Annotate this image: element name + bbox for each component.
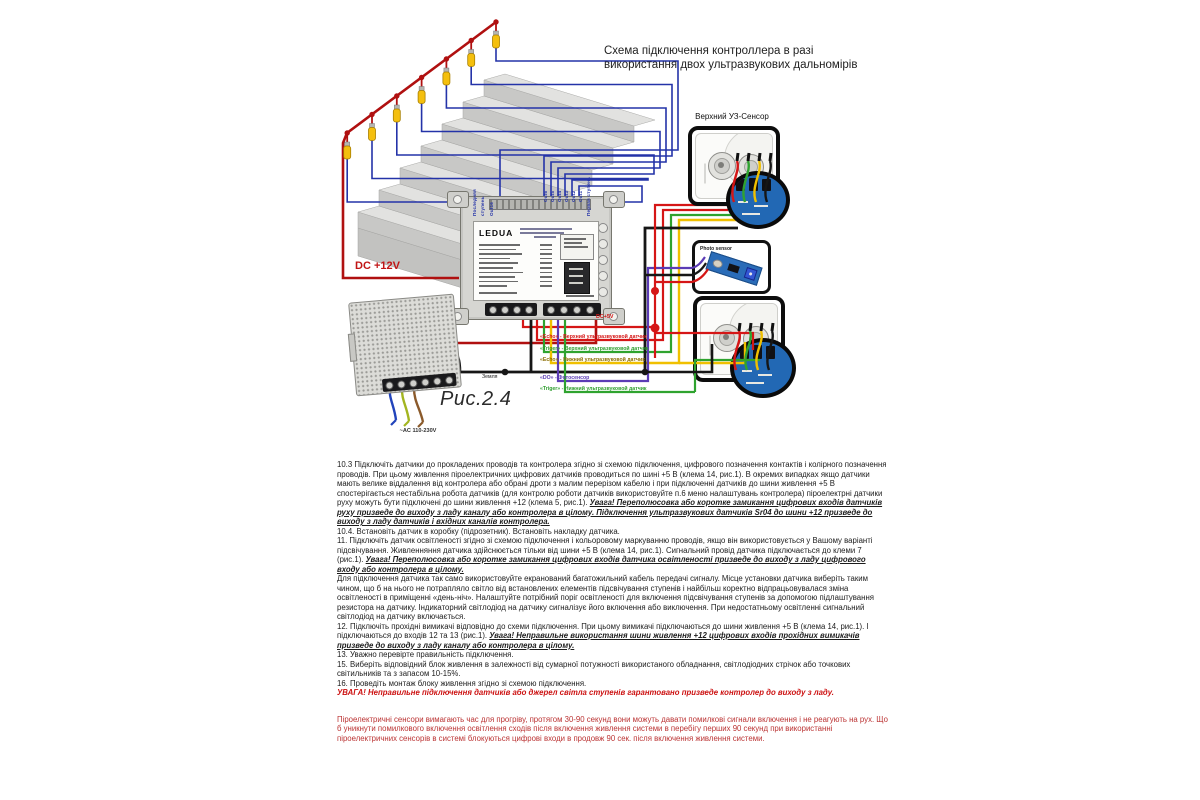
label-component-photo (564, 262, 590, 294)
out-label: Out5 (550, 190, 555, 202)
potentiometer (744, 267, 758, 281)
instruction-paragraph: 10.4. Встановіть датчик в коробку (підрозетник). Встановіть накладку датчика. (337, 526, 620, 536)
out16-label: Out16 (489, 201, 494, 216)
junction-dot (642, 369, 649, 376)
transducer-core (718, 162, 724, 168)
ldr (712, 258, 724, 269)
wire-function-label: «Echo» - Нижний ультразвуковой датчик (540, 357, 645, 363)
out-label: Out3 (564, 190, 569, 202)
psu-flange (348, 333, 357, 362)
instruction-paragraph: Для підключення датчика так само використовуйте екранований багатожильний кабель передачі сигналу. Місце установки датчика виберіть таким чином, що б на нього не потрапляло світло від встановлених елементів підсвічування ступенів і найбільш коректно відпрацьовувалася зміна освітленості в приміщенні «день-ніч». Налаштуйте потрібний поріг освітленості для включення підсвічування ступенів за допомогою підлаштування резистора на датчику. Індикаторний світлодіод на датчику сигналізує його включення або виключення. При недостатньому освітленні сигнальний світлодіод на датчику включається. (337, 574, 874, 621)
ac-voltage-label: ~AC 110-230V (399, 428, 437, 434)
title-line2: використання двох ультразвукових дальномірів (604, 59, 858, 71)
terminal-block (543, 303, 601, 316)
instructions-text (337, 460, 890, 743)
chip (727, 263, 740, 273)
wire-function-label: «Echo» - Верхний ультразвуковой датчик (540, 334, 647, 340)
wire (414, 388, 423, 422)
ground-label: Земля (482, 374, 498, 380)
instruction-paragraph: 10.3 Підключіть датчики до прокладених проводів та контролера згідно зі схемою підключення, цифрового позначення контактів і колірного позначення проводів. При цьому живлення піроелектричних цифрових датчиків проводиться по шині +5 В (клема 14, рис.1). В окремих випадках якщо датчики мають велике віддалення від контролера або обрані дроти з малим перерізом кабелю і при підключенні датчиків до шини живлення +5 В спостерігається нестабільна робота датчиків (для контролю роботи датчиків використовуйте п.6 меню налаштувань контролера) піроелектрні датчики руху можуть бути підключені до шини живлення +12 (клема 5, рис.1). Увага! Переполюсовка або коротке замикання цифрових входів датчиків руху призведе до виходу з ладу каналу або контролера в цілому. Підключення ультразвукових датчиків Sr04 до шини +12 призведе до виходу з ладу датчиків і вхідних каналів контролера. (337, 460, 887, 526)
dc12v-label: DC +12V (355, 260, 400, 272)
mounting-ear (603, 191, 625, 208)
upper-sensor-zoom-inset (726, 171, 790, 229)
figure-label: Рис.2.4 (440, 388, 512, 410)
out-label: Out4 (557, 190, 562, 202)
last-step-label-word1: Последняя (472, 189, 477, 216)
photo-sensor-pcb (705, 251, 762, 286)
lower-sensor-zoom-inset (730, 338, 796, 398)
last-step-label-word2: ступень (480, 196, 485, 216)
instruction-paragraph: 11. Підключіть датчик освітленості згідно зі схемою підключення і кольоровому маркуванню проводів, якщо він використовується у Вашому варіанті підсвічування. Живленняння датчика здійснюється тільки від шини +5 В (клема 14, рис.1). Сигнальний провід датчика підключається до клеми 7 (рис.1). Увага! Переполюсовка або коротке замикання цифрових входів датчика освітленості призведе до виходу з ладу цифрового входу або контролера в цілому. (337, 536, 873, 574)
brand-logo: LEDUA (479, 228, 514, 238)
photo-sensor-label: Photo sensor (700, 246, 732, 252)
instruction-paragraph: 15. Виберіть відповідний блок живлення в залежності від сумарної потужності використаного обладнання, світлодіодних стрічок або точкових світильників та з запасом 10-15%. (337, 659, 851, 678)
dc5v-label: DC+5V (596, 314, 614, 320)
wire-function-label: «Triger» - Верхний ультразвуковой датчик (540, 346, 649, 352)
instruction-paragraph: 12. Підключіть прохідні вимикачі відповідно до схеми підключення. При цьому вимикачі підключаються до шини живлення +5 В (клема 14, рис.1). І підключаються до входів 12 та 13 (рис.1). Увага! Неправильне використання шини живлення +12 цифрових входів прохідних вимикачів призведе до виходу з ладу каналу або контролера в цілому. (337, 621, 869, 650)
power-supply-unit (348, 294, 462, 397)
instruction-paragraph: УВАГА! Неправильне підключення датчиків або джерел світла ступенів гарантовано призведе контролер до виходу з ладу. (337, 688, 834, 697)
junction-dot (651, 287, 659, 295)
junction-dot (502, 369, 509, 376)
mounting-ear (447, 191, 469, 208)
first-step-label: Первая ступень (586, 176, 591, 216)
upper-sensor-label: Верхний УЗ-Сенсор (695, 112, 769, 121)
instruction-paragraph: 16. Проведіть монтаж блоку живлення згідно зі схемою підключення. (337, 678, 587, 688)
wire-function-label: «Triger» - Нижний ультразвуковой датчик (540, 386, 647, 392)
title-line1: Схема підключення контроллера в разі (604, 45, 814, 57)
terminal-block (485, 303, 537, 316)
transducer-core (723, 334, 729, 340)
photo-sensor-box (692, 240, 771, 294)
junction-dot (651, 324, 660, 333)
out-label: Out6 (543, 190, 548, 202)
diagram-title (604, 44, 857, 72)
out-label: Out1 (578, 190, 583, 202)
controller-label (473, 221, 599, 301)
out-label: Out2 (571, 190, 576, 202)
wire-function-label: «DO» - Фотосенсор (540, 375, 590, 381)
instruction-paragraph: 13. Уважно перевірте правильність підключення. (337, 650, 514, 659)
instruction-paragraph: Піроелектричні сенсори вимагають час для прогріву, протягом 30-90 секунд вони можуть давати помилкові сигнали включення і не реагують на рух. Що б уникнути помилкового включення освітлення сходів після включення живлення системи в перебігу перших 90 секунд при використанні піроелектричних сенсорів в системі блокуються цифрові входи в продовж 90 сек. після включення живлення системи. (337, 714, 888, 743)
